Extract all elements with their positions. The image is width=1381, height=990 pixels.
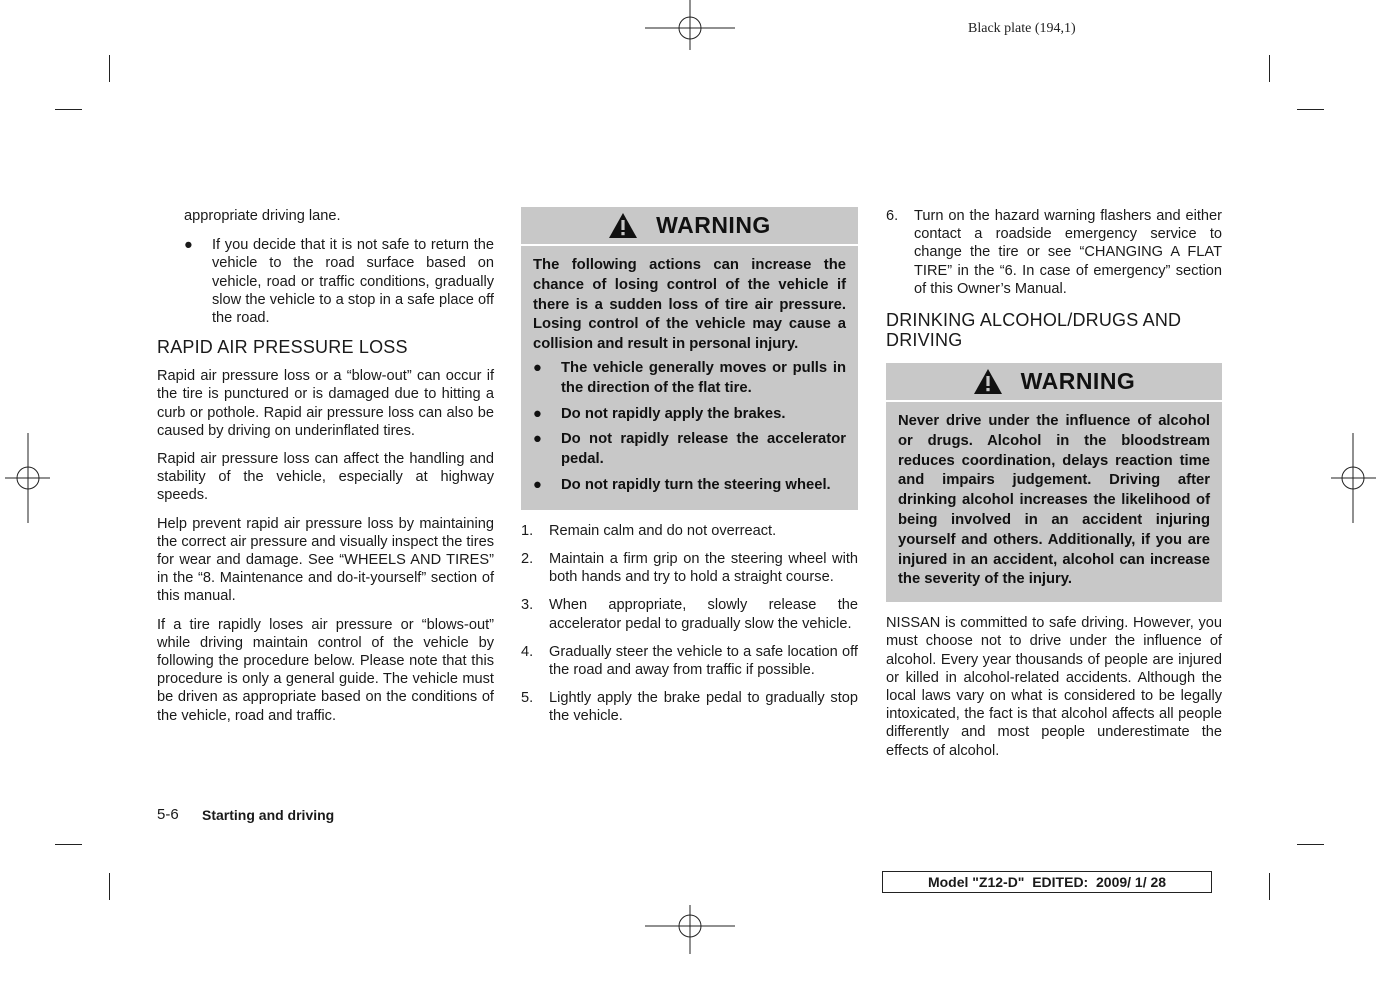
list-item xyxy=(533,405,846,425)
warning-bullet-list xyxy=(533,359,846,496)
step-number: 4. xyxy=(521,643,534,660)
crop-mark xyxy=(109,873,110,900)
step-text: Maintain a firm grip on the steering wheel with both hands and try to hold a straight course. xyxy=(549,550,858,586)
list-item xyxy=(533,359,846,399)
section-name: Starting and driving xyxy=(202,807,335,823)
list-item xyxy=(533,430,846,470)
crop-mark xyxy=(1297,109,1324,110)
step-text: Lightly apply the brake pedal to gradually stop the vehicle. xyxy=(549,690,858,725)
warning-header xyxy=(521,207,858,246)
list-item-text: Do not rapidly apply the brakes. xyxy=(561,405,786,422)
plate-label: Black plate (194,1) xyxy=(968,21,1076,36)
model-info-box xyxy=(882,871,1212,893)
list-item xyxy=(886,207,1222,298)
bullet-icon: ● xyxy=(533,431,542,448)
list-item-text: The vehicle generally moves or pulls in the direction of the flat tire. xyxy=(561,359,846,396)
list-item xyxy=(533,476,846,496)
crop-mark xyxy=(55,109,82,110)
bullet-icon: ● xyxy=(533,476,542,493)
list-item xyxy=(184,236,494,327)
warning-title: WARNING xyxy=(1020,368,1136,395)
bullet-icon: ● xyxy=(533,359,542,376)
list-item-text: Do not rapidly turn the steering wheel. xyxy=(561,476,831,493)
paragraph: NISSAN is committed to safe driving. However, you must choose not to drive under the influence of alcohol. Every year thousands of people are injured or killed in alcohol-related accidents. Although the local laws vary on what is considered to be legally intoxicated, the fact is that alcohol affects all people differently and most people underestimate the effects of alcohol. xyxy=(886,615,1222,759)
model-info: Model "Z12-D" EDITED: 2009/ 1/ 28 xyxy=(927,874,1167,890)
paragraph: If a tire rapidly loses air pressure or “blows-out” while driving maintain control of the vehicle by following the procedure below. Please note that this procedure is only a general guide. The vehicle must be driven as appropriate based on the conditions of the vehicle, road and traffic. xyxy=(157,616,494,724)
column-middle xyxy=(521,207,858,736)
crop-mark xyxy=(1269,55,1270,82)
warning-box xyxy=(886,363,1222,602)
list-item xyxy=(521,550,858,586)
step-number: 1. xyxy=(521,522,534,539)
crop-mark xyxy=(1269,873,1270,900)
warning-text: Never drive under the influence of alcohol or drugs. Alcohol in the bloodstream reduces coordination, delays reaction time and impairs judgement. Driving after drinking alcohol increases the likelihood of being involved in an accident injuring yourself and others. Additionally, if you are injured in an accident, alcohol can increase the severity of the injury. xyxy=(898,413,1210,588)
bullet-icon: ● xyxy=(533,405,542,422)
warning-body xyxy=(521,246,858,510)
crop-mark xyxy=(55,844,82,845)
crop-mark xyxy=(109,55,110,82)
list-item xyxy=(521,596,858,632)
column-right xyxy=(886,207,1222,770)
warning-triangle-icon xyxy=(608,212,638,239)
procedure-steps xyxy=(521,522,858,726)
paragraph: Rapid air pressure loss can affect the handling and stability of the vehicle, especially at highway speeds. xyxy=(157,451,494,504)
warning-header xyxy=(886,363,1222,402)
step-text: Gradually steer the vehicle to a safe location off the road and away from traffic if possible. xyxy=(549,643,858,678)
step-number: 5. xyxy=(521,690,534,707)
step-text: When appropriate, slowly release the accelerator pedal to gradually slow the vehicle. xyxy=(549,597,858,632)
step-text: Remain calm and do not overreact. xyxy=(549,522,777,539)
warning-intro: The following actions can increase the chance of losing control of the vehicle if there is a sudden loss of tire air pressure. Losing control of the vehicle may cause a collision and result in personal injury. xyxy=(533,257,846,353)
step-number: 6. xyxy=(886,208,899,224)
registration-mark-icon xyxy=(1291,433,1381,523)
list-item-text: Do not rapidly release the accelerator pedal. xyxy=(561,431,846,468)
column-left xyxy=(157,207,494,735)
registration-mark-icon xyxy=(645,900,735,990)
page-number: 5-6 xyxy=(157,806,179,823)
paragraph: Help prevent rapid air pressure loss by maintaining the correct air pressure and visually inspect the tires for wear and damage. See “WHEELS AND TIRES” in the “8. Maintenance and do-it-yourself” section of this manual. xyxy=(157,515,494,605)
registration-mark-icon xyxy=(0,433,90,523)
warning-box xyxy=(521,207,858,510)
list-item xyxy=(521,643,858,679)
step-text: Turn on the hazard warning flashers and either contact a roadside emergency service to change the tire or see “CHANGING A FLAT TIRE” in the “6. In case of emergency” section of this Owner’s Manual. xyxy=(914,208,1222,297)
list-item-text: If you decide that it is not safe to return the vehicle to the road surface based on vehicle, road or traffic conditions, gradually slow the vehicle to a stop in a safe place off the road. xyxy=(212,237,494,327)
list-item xyxy=(521,522,858,540)
lead-text: appropriate driving lane. xyxy=(184,208,341,224)
list-item xyxy=(521,689,858,725)
warning-triangle-icon xyxy=(973,368,1003,395)
section-heading: DRINKING ALCOHOL/DRUGS AND DRIVING xyxy=(886,310,1182,351)
procedure-steps-continued xyxy=(886,207,1222,298)
paragraph: Rapid air pressure loss or a “blow-out” can occur if the tire is punctured or is damaged due to hitting a curb or pothole. Rapid air pressure loss can also be caused by driving on underinflated tires. xyxy=(157,368,494,439)
warning-title: WARNING xyxy=(656,212,771,239)
warning-body xyxy=(886,402,1222,602)
registration-mark-icon xyxy=(645,0,735,90)
bullet-list xyxy=(157,236,494,327)
step-number: 2. xyxy=(521,550,534,567)
crop-mark xyxy=(1297,844,1324,845)
bullet-icon: ● xyxy=(184,237,193,254)
section-heading: RAPID AIR PRESSURE LOSS xyxy=(157,337,408,358)
step-number: 3. xyxy=(521,597,534,614)
